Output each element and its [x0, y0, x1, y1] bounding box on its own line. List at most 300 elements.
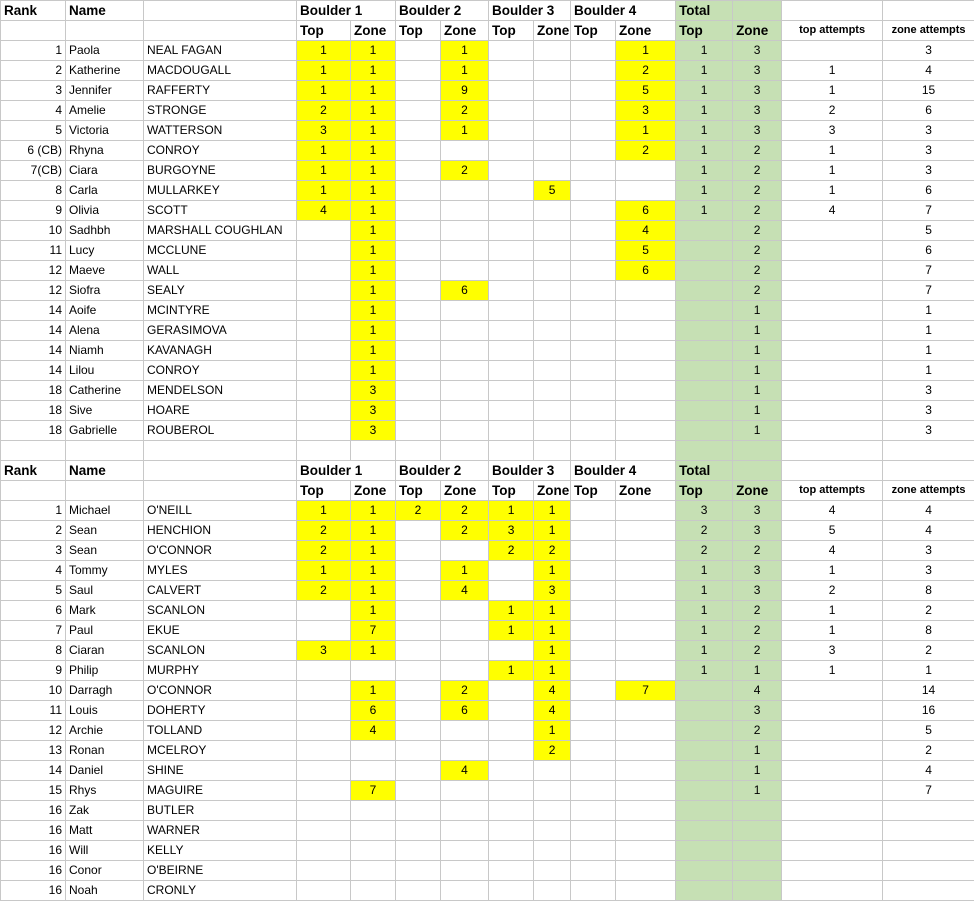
zone-attempts-cell[interactable]	[883, 821, 974, 841]
top-cell[interactable]	[396, 881, 441, 901]
total-zone-cell[interactable]: 3	[733, 521, 782, 541]
zone-cell[interactable]: 3	[351, 381, 396, 401]
zone-attempts-cell[interactable]: 4	[883, 501, 974, 521]
zone-cell[interactable]	[616, 341, 676, 361]
top-cell[interactable]: 2	[396, 501, 441, 521]
top-cell[interactable]	[489, 821, 534, 841]
zone-cell[interactable]: 1	[351, 241, 396, 261]
empty-cell[interactable]	[733, 461, 782, 481]
top-attempts-cell[interactable]	[782, 781, 883, 801]
top-cell[interactable]	[571, 421, 616, 441]
top-cell[interactable]	[297, 621, 351, 641]
empty-cell[interactable]	[883, 441, 974, 461]
first-name-cell[interactable]: Paola	[66, 41, 144, 61]
rank-cell[interactable]: 2	[1, 521, 66, 541]
zone-attempts-cell[interactable]: 6	[883, 241, 974, 261]
top-cell[interactable]	[489, 141, 534, 161]
top-cell[interactable]	[396, 661, 441, 681]
top-attempts-cell[interactable]: 4	[782, 201, 883, 221]
top-cell[interactable]	[297, 881, 351, 901]
top-cell[interactable]	[571, 61, 616, 81]
top-attempts-cell[interactable]	[782, 221, 883, 241]
zone-cell[interactable]	[441, 361, 489, 381]
last-name-cell[interactable]: KELLY	[144, 841, 297, 861]
total-top-cell[interactable]: 2	[676, 541, 733, 561]
zone-cell[interactable]: 1	[351, 521, 396, 541]
total-header[interactable]: Total	[676, 1, 733, 21]
last-name-cell[interactable]: CRONLY	[144, 881, 297, 901]
top-attempts-cell[interactable]	[782, 881, 883, 901]
first-name-cell[interactable]: Matt	[66, 821, 144, 841]
total-zone-cell[interactable]	[733, 821, 782, 841]
boulder-header[interactable]: Boulder 2	[396, 461, 489, 481]
top-cell[interactable]	[489, 341, 534, 361]
rank-cell[interactable]: 5	[1, 121, 66, 141]
last-name-cell[interactable]: SCANLON	[144, 641, 297, 661]
top-cell[interactable]	[297, 241, 351, 261]
top-cell[interactable]: 4	[297, 201, 351, 221]
first-name-cell[interactable]: Zak	[66, 801, 144, 821]
zone-cell[interactable]	[534, 281, 571, 301]
empty-cell[interactable]	[1, 481, 66, 501]
total-top-cell[interactable]	[676, 241, 733, 261]
zone-attempts-cell[interactable]: 6	[883, 101, 974, 121]
top-cell[interactable]: 2	[489, 541, 534, 561]
zone-cell[interactable]	[616, 521, 676, 541]
top-cell[interactable]	[396, 561, 441, 581]
top-cell[interactable]	[396, 601, 441, 621]
total-zone-cell[interactable]: 1	[733, 781, 782, 801]
top-attempts-cell[interactable]: 3	[782, 641, 883, 661]
first-name-cell[interactable]: Catherine	[66, 381, 144, 401]
empty-cell[interactable]	[1, 21, 66, 41]
zone-cell[interactable]	[441, 821, 489, 841]
last-name-cell[interactable]: STRONGE	[144, 101, 297, 121]
zone-cell[interactable]	[441, 261, 489, 281]
zone-cell[interactable]	[616, 161, 676, 181]
empty-cell[interactable]	[144, 461, 297, 481]
zone-cell[interactable]: 1	[351, 221, 396, 241]
last-name-cell[interactable]: GERASIMOVA	[144, 321, 297, 341]
rank-cell[interactable]: 16	[1, 841, 66, 861]
top-cell[interactable]	[489, 401, 534, 421]
zone-cell[interactable]	[534, 861, 571, 881]
top-cell[interactable]	[396, 861, 441, 881]
boulder-header[interactable]: Boulder 4	[571, 461, 676, 481]
top-cell[interactable]: 2	[297, 521, 351, 541]
top-cell[interactable]	[571, 801, 616, 821]
total-top-cell[interactable]: 1	[676, 661, 733, 681]
total-top-cell[interactable]	[676, 221, 733, 241]
empty-cell[interactable]	[782, 441, 883, 461]
total-zone-cell[interactable]	[733, 881, 782, 901]
top-cell[interactable]	[571, 821, 616, 841]
top-cell[interactable]	[571, 601, 616, 621]
total-zone-cell[interactable]: 1	[733, 341, 782, 361]
total-top-cell[interactable]: 1	[676, 81, 733, 101]
zone-attempts-cell[interactable]: 8	[883, 581, 974, 601]
zone-cell[interactable]	[441, 341, 489, 361]
first-name-cell[interactable]: Noah	[66, 881, 144, 901]
top-cell[interactable]	[396, 181, 441, 201]
zone-cell[interactable]: 1	[351, 281, 396, 301]
zone-cell[interactable]: 1	[534, 561, 571, 581]
zone-attempts-cell[interactable]: 3	[883, 381, 974, 401]
zone-cell[interactable]	[441, 621, 489, 641]
top-cell[interactable]	[489, 681, 534, 701]
zone-cell[interactable]: 3	[351, 421, 396, 441]
zone-attempts-cell[interactable]: 3	[883, 41, 974, 61]
top-cell[interactable]	[396, 741, 441, 761]
top-cell[interactable]	[489, 741, 534, 761]
top-cell[interactable]	[396, 581, 441, 601]
total-zone-cell[interactable]: 1	[733, 301, 782, 321]
top-attempts-cell[interactable]: 4	[782, 541, 883, 561]
first-name-cell[interactable]: Rhyna	[66, 141, 144, 161]
first-name-cell[interactable]: Sean	[66, 521, 144, 541]
first-name-cell[interactable]: Sean	[66, 541, 144, 561]
top-cell[interactable]	[489, 881, 534, 901]
total-top-cell[interactable]: 1	[676, 561, 733, 581]
boulder-header[interactable]: Boulder 3	[489, 1, 571, 21]
rank-cell[interactable]: 10	[1, 221, 66, 241]
last-name-cell[interactable]: SCOTT	[144, 201, 297, 221]
top-cell[interactable]	[297, 841, 351, 861]
zone-attempts-cell[interactable]: 3	[883, 401, 974, 421]
zone-attempts-cell[interactable]: 6	[883, 181, 974, 201]
top-cell[interactable]	[571, 841, 616, 861]
top-cell[interactable]	[571, 621, 616, 641]
first-name-cell[interactable]: Victoria	[66, 121, 144, 141]
zone-cell[interactable]: 3	[351, 401, 396, 421]
rank-cell[interactable]: 18	[1, 401, 66, 421]
top-cell[interactable]	[571, 241, 616, 261]
zone-cell[interactable]: 2	[441, 161, 489, 181]
top-attempts-cell[interactable]	[782, 381, 883, 401]
top-attempts-cell[interactable]: 1	[782, 621, 883, 641]
top-header[interactable]: Top	[571, 481, 616, 501]
zone-cell[interactable]: 1	[351, 261, 396, 281]
total-zone-header[interactable]: Zone	[733, 21, 782, 41]
zone-attempts-cell[interactable]: 2	[883, 601, 974, 621]
zone-attempts-cell[interactable]: 5	[883, 721, 974, 741]
total-zone-cell[interactable]: 3	[733, 581, 782, 601]
top-cell[interactable]	[489, 241, 534, 261]
zone-cell[interactable]	[351, 741, 396, 761]
zone-cell[interactable]	[441, 421, 489, 441]
top-cell[interactable]	[396, 381, 441, 401]
zone-cell[interactable]	[616, 181, 676, 201]
zone-cell[interactable]: 1	[351, 201, 396, 221]
last-name-cell[interactable]: MYLES	[144, 561, 297, 581]
top-cell[interactable]	[571, 521, 616, 541]
zone-cell[interactable]	[534, 761, 571, 781]
rank-header[interactable]: Rank	[1, 1, 66, 21]
rank-cell[interactable]: 14	[1, 301, 66, 321]
rank-cell[interactable]: 15	[1, 781, 66, 801]
total-top-cell[interactable]: 1	[676, 61, 733, 81]
top-cell[interactable]	[571, 781, 616, 801]
top-cell[interactable]	[489, 221, 534, 241]
top-cell[interactable]	[571, 141, 616, 161]
total-top-cell[interactable]: 2	[676, 521, 733, 541]
last-name-cell[interactable]: RAFFERTY	[144, 81, 297, 101]
zone-cell[interactable]: 5	[616, 241, 676, 261]
top-cell[interactable]: 3	[297, 121, 351, 141]
top-cell[interactable]	[571, 741, 616, 761]
zone-header[interactable]: Zone	[616, 481, 676, 501]
top-cell[interactable]: 1	[489, 501, 534, 521]
rank-cell[interactable]: 16	[1, 801, 66, 821]
last-name-cell[interactable]: MAGUIRE	[144, 781, 297, 801]
top-cell[interactable]	[571, 661, 616, 681]
total-zone-cell[interactable]: 2	[733, 141, 782, 161]
top-cell[interactable]	[489, 281, 534, 301]
first-name-cell[interactable]: Rhys	[66, 781, 144, 801]
empty-cell[interactable]	[616, 441, 676, 461]
last-name-cell[interactable]: SCANLON	[144, 601, 297, 621]
total-zone-cell[interactable]: 3	[733, 561, 782, 581]
zone-cell[interactable]: 1	[351, 81, 396, 101]
top-cell[interactable]	[396, 641, 441, 661]
total-zone-cell[interactable]: 2	[733, 541, 782, 561]
zone-cell[interactable]: 5	[534, 181, 571, 201]
zone-cell[interactable]: 1	[616, 41, 676, 61]
top-attempts-cell[interactable]: 1	[782, 141, 883, 161]
top-cell[interactable]	[571, 201, 616, 221]
rank-cell[interactable]: 11	[1, 241, 66, 261]
top-cell[interactable]	[396, 61, 441, 81]
last-name-cell[interactable]: MCELROY	[144, 741, 297, 761]
top-cell[interactable]	[396, 841, 441, 861]
zone-cell[interactable]	[441, 321, 489, 341]
total-top-cell[interactable]	[676, 281, 733, 301]
last-name-cell[interactable]: NEAL FAGAN	[144, 41, 297, 61]
zone-cell[interactable]	[441, 601, 489, 621]
empty-cell[interactable]	[66, 21, 144, 41]
zone-cell[interactable]	[534, 61, 571, 81]
zone-cell[interactable]	[616, 541, 676, 561]
top-attempts-cell[interactable]	[782, 301, 883, 321]
zone-cell[interactable]	[616, 501, 676, 521]
total-zone-cell[interactable]: 1	[733, 401, 782, 421]
zone-cell[interactable]	[441, 301, 489, 321]
last-name-cell[interactable]: MENDELSON	[144, 381, 297, 401]
zone-cell[interactable]	[534, 401, 571, 421]
zone-cell[interactable]	[616, 821, 676, 841]
top-cell[interactable]	[297, 741, 351, 761]
total-zone-cell[interactable]: 4	[733, 681, 782, 701]
top-cell[interactable]: 2	[297, 101, 351, 121]
top-cell[interactable]: 2	[297, 581, 351, 601]
zone-attempts-cell[interactable]	[883, 801, 974, 821]
zone-attempts-header[interactable]: zone attempts	[883, 21, 974, 41]
first-name-cell[interactable]: Jennifer	[66, 81, 144, 101]
last-name-cell[interactable]: BURGOYNE	[144, 161, 297, 181]
first-name-cell[interactable]: Lucy	[66, 241, 144, 261]
top-cell[interactable]	[396, 821, 441, 841]
top-cell[interactable]	[396, 141, 441, 161]
first-name-cell[interactable]: Katherine	[66, 61, 144, 81]
first-name-cell[interactable]: Alena	[66, 321, 144, 341]
top-cell[interactable]: 2	[297, 541, 351, 561]
zone-cell[interactable]: 7	[616, 681, 676, 701]
top-cell[interactable]: 1	[297, 81, 351, 101]
zone-cell[interactable]: 1	[351, 641, 396, 661]
total-zone-cell[interactable]	[733, 841, 782, 861]
zone-cell[interactable]	[534, 841, 571, 861]
zone-cell[interactable]: 1	[351, 581, 396, 601]
top-attempts-cell[interactable]	[782, 41, 883, 61]
top-cell[interactable]	[571, 761, 616, 781]
top-cell[interactable]	[489, 581, 534, 601]
rank-cell[interactable]: 7(CB)	[1, 161, 66, 181]
zone-attempts-cell[interactable]: 4	[883, 761, 974, 781]
zone-cell[interactable]: 2	[616, 141, 676, 161]
top-cell[interactable]: 3	[297, 641, 351, 661]
top-cell[interactable]	[297, 341, 351, 361]
first-name-cell[interactable]: Sive	[66, 401, 144, 421]
top-cell[interactable]: 1	[297, 161, 351, 181]
empty-cell[interactable]	[1, 441, 66, 461]
zone-cell[interactable]	[534, 101, 571, 121]
total-top-cell[interactable]	[676, 301, 733, 321]
zone-header[interactable]: Zone	[616, 21, 676, 41]
top-attempts-cell[interactable]: 4	[782, 501, 883, 521]
zone-cell[interactable]	[534, 361, 571, 381]
last-name-cell[interactable]: O'NEILL	[144, 501, 297, 521]
total-top-cell[interactable]	[676, 401, 733, 421]
zone-header[interactable]: Zone	[534, 21, 571, 41]
top-header[interactable]: Top	[489, 481, 534, 501]
last-name-cell[interactable]: MULLARKEY	[144, 181, 297, 201]
zone-cell[interactable]	[616, 381, 676, 401]
top-cell[interactable]	[396, 121, 441, 141]
last-name-cell[interactable]: MCINTYRE	[144, 301, 297, 321]
zone-cell[interactable]	[351, 801, 396, 821]
zone-cell[interactable]: 4	[351, 721, 396, 741]
last-name-cell[interactable]: CONROY	[144, 361, 297, 381]
zone-cell[interactable]: 2	[441, 521, 489, 541]
empty-cell[interactable]	[396, 441, 441, 461]
zone-cell[interactable]: 1	[351, 561, 396, 581]
rank-cell[interactable]: 4	[1, 561, 66, 581]
total-zone-cell[interactable]: 2	[733, 241, 782, 261]
zone-cell[interactable]	[616, 761, 676, 781]
top-attempts-cell[interactable]	[782, 841, 883, 861]
zone-attempts-cell[interactable]: 15	[883, 81, 974, 101]
zone-cell[interactable]: 1	[441, 121, 489, 141]
total-top-cell[interactable]: 1	[676, 641, 733, 661]
last-name-cell[interactable]: HOARE	[144, 401, 297, 421]
total-zone-cell[interactable]	[733, 801, 782, 821]
zone-cell[interactable]: 3	[534, 581, 571, 601]
zone-attempts-cell[interactable]	[883, 841, 974, 861]
top-cell[interactable]	[571, 681, 616, 701]
top-cell[interactable]	[489, 781, 534, 801]
top-cell[interactable]	[571, 401, 616, 421]
zone-cell[interactable]	[616, 841, 676, 861]
zone-attempts-cell[interactable]: 3	[883, 161, 974, 181]
total-top-cell[interactable]: 1	[676, 161, 733, 181]
zone-header[interactable]: Zone	[351, 481, 396, 501]
total-top-cell[interactable]	[676, 861, 733, 881]
zone-cell[interactable]	[351, 841, 396, 861]
zone-cell[interactable]: 1	[534, 601, 571, 621]
zone-cell[interactable]: 2	[534, 541, 571, 561]
zone-cell[interactable]	[441, 641, 489, 661]
empty-cell[interactable]	[144, 441, 297, 461]
zone-cell[interactable]	[616, 321, 676, 341]
total-top-cell[interactable]	[676, 321, 733, 341]
top-attempts-cell[interactable]: 1	[782, 61, 883, 81]
boulder-header[interactable]: Boulder 1	[297, 1, 396, 21]
rank-cell[interactable]: 18	[1, 381, 66, 401]
zone-attempts-cell[interactable]: 1	[883, 661, 974, 681]
rank-cell[interactable]: 16	[1, 821, 66, 841]
total-zone-cell[interactable]: 3	[733, 81, 782, 101]
top-cell[interactable]	[396, 781, 441, 801]
rank-cell[interactable]: 5	[1, 581, 66, 601]
zone-cell[interactable]: 6	[441, 701, 489, 721]
rank-cell[interactable]: 9	[1, 661, 66, 681]
rank-cell[interactable]: 6 (CB)	[1, 141, 66, 161]
zone-cell[interactable]	[534, 801, 571, 821]
top-cell[interactable]	[297, 321, 351, 341]
total-top-cell[interactable]: 1	[676, 121, 733, 141]
zone-cell[interactable]: 1	[351, 141, 396, 161]
top-attempts-cell[interactable]	[782, 681, 883, 701]
zone-cell[interactable]	[534, 881, 571, 901]
top-cell[interactable]	[297, 221, 351, 241]
zone-cell[interactable]	[534, 261, 571, 281]
first-name-cell[interactable]: Ronan	[66, 741, 144, 761]
zone-attempts-cell[interactable]: 16	[883, 701, 974, 721]
top-cell[interactable]	[489, 701, 534, 721]
top-cell[interactable]	[571, 641, 616, 661]
last-name-cell[interactable]: MARSHALL COUGHLAN	[144, 221, 297, 241]
first-name-cell[interactable]: Mark	[66, 601, 144, 621]
zone-cell[interactable]	[616, 721, 676, 741]
top-cell[interactable]	[297, 821, 351, 841]
total-top-cell[interactable]: 1	[676, 141, 733, 161]
top-attempts-cell[interactable]	[782, 741, 883, 761]
total-top-cell[interactable]: 3	[676, 501, 733, 521]
empty-cell[interactable]	[676, 441, 733, 461]
top-cell[interactable]	[396, 621, 441, 641]
last-name-cell[interactable]: DOHERTY	[144, 701, 297, 721]
top-attempts-cell[interactable]: 1	[782, 181, 883, 201]
boulder-header[interactable]: Boulder 3	[489, 461, 571, 481]
top-cell[interactable]	[396, 301, 441, 321]
total-zone-cell[interactable]: 3	[733, 41, 782, 61]
top-cell[interactable]	[571, 341, 616, 361]
top-cell[interactable]	[396, 701, 441, 721]
top-header[interactable]: Top	[571, 21, 616, 41]
top-attempts-cell[interactable]: 2	[782, 101, 883, 121]
top-cell[interactable]	[571, 581, 616, 601]
zone-cell[interactable]	[534, 141, 571, 161]
top-cell[interactable]	[297, 601, 351, 621]
zone-cell[interactable]	[351, 821, 396, 841]
zone-cell[interactable]: 1	[534, 621, 571, 641]
top-attempts-cell[interactable]	[782, 361, 883, 381]
top-attempts-cell[interactable]: 1	[782, 661, 883, 681]
last-name-cell[interactable]: TOLLAND	[144, 721, 297, 741]
top-cell[interactable]: 1	[297, 501, 351, 521]
empty-cell[interactable]	[883, 461, 974, 481]
rank-cell[interactable]: 16	[1, 881, 66, 901]
